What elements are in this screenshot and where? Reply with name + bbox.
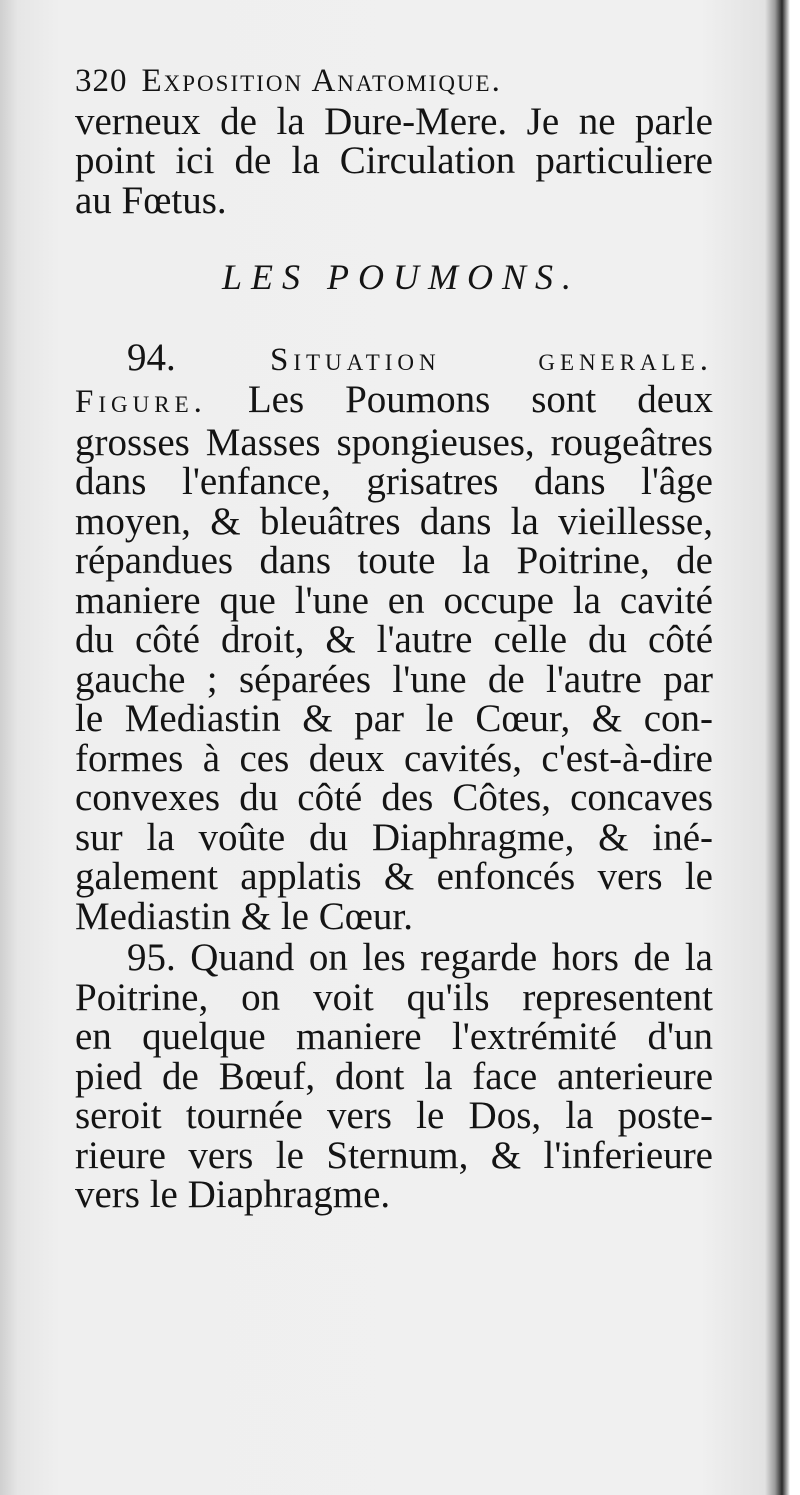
page-number: 320 xyxy=(75,63,128,99)
paragraph-94-line: sur la voûte du Diaphragme, & iné- xyxy=(75,815,713,859)
intro-line: au Fœtus. xyxy=(75,178,227,222)
paragraph-94-line: dans l'enfance, grisatres dans l'âge xyxy=(75,460,713,503)
paragraph-94-line: Mediastin & le Cœur. xyxy=(75,894,413,938)
paragraph-95-first-line: 95. Quand on les regarde hors de la xyxy=(127,936,713,979)
heading-text: Situation generale. xyxy=(269,341,713,378)
running-head xyxy=(75,62,713,102)
first-line-rest: Les Poumons sont deux xyxy=(247,378,713,421)
running-title: Exposition Anatomique. xyxy=(141,63,502,99)
intro-line: verneux de la Dure-Mere. Je ne parle xyxy=(75,99,713,143)
paragraph-94-line: du côté droit, & l'autre celle du côté xyxy=(75,618,713,661)
paragraph-94-line: le Mediastin & par le Cœur, & con- xyxy=(75,697,713,740)
paragraph-95-line: Poitrine, on voit qu'ils representent xyxy=(75,975,713,1019)
paragraph-94-first-line xyxy=(75,380,713,423)
paragraph-95-line: rieure vers le Sternum, & l'inferieure xyxy=(75,1133,713,1177)
paragraph-94-line: grosses Masses spongieuses, rougeâtres xyxy=(75,420,713,464)
paragraph-94-line: répandues dans toute la Poitrine, de xyxy=(75,539,713,582)
page-text xyxy=(75,62,713,1215)
paragraph-94-line: moyen, & bleuâtres dans la vieillesse, xyxy=(75,499,713,543)
paragraph-94-line: galement applatis & enfoncés vers le xyxy=(75,855,713,898)
paragraph-94-line: convexes du côté des Côtes, concaves xyxy=(75,776,713,819)
paragraph-number: 94. xyxy=(127,335,176,379)
intro-line: point ici de la Circulation particuliere xyxy=(75,139,713,182)
paragraph-94-heading xyxy=(75,335,713,381)
paragraph-95-line: pied de Bœuf, dont la face anterieure xyxy=(75,1054,713,1098)
paragraph-95-line: seroit tournée vers le Dos, la poste- xyxy=(75,1094,713,1137)
paragraph-95-line: en quelque maniere l'extrémité d'un xyxy=(75,1015,713,1058)
paragraph-94-line: formes à ces deux cavités, c'est-à-dire xyxy=(75,736,713,780)
paragraph-95-line: vers le Diaphragme. xyxy=(75,1173,391,1216)
paragraph-94-line: gauche ; séparées l'une de l'autre par xyxy=(75,657,713,701)
paragraph-94-line: maniere que l'une en occupe la cavité xyxy=(75,578,713,622)
section-title: LES POUMONS. xyxy=(222,257,580,297)
heading-word: Figure. xyxy=(75,384,207,420)
